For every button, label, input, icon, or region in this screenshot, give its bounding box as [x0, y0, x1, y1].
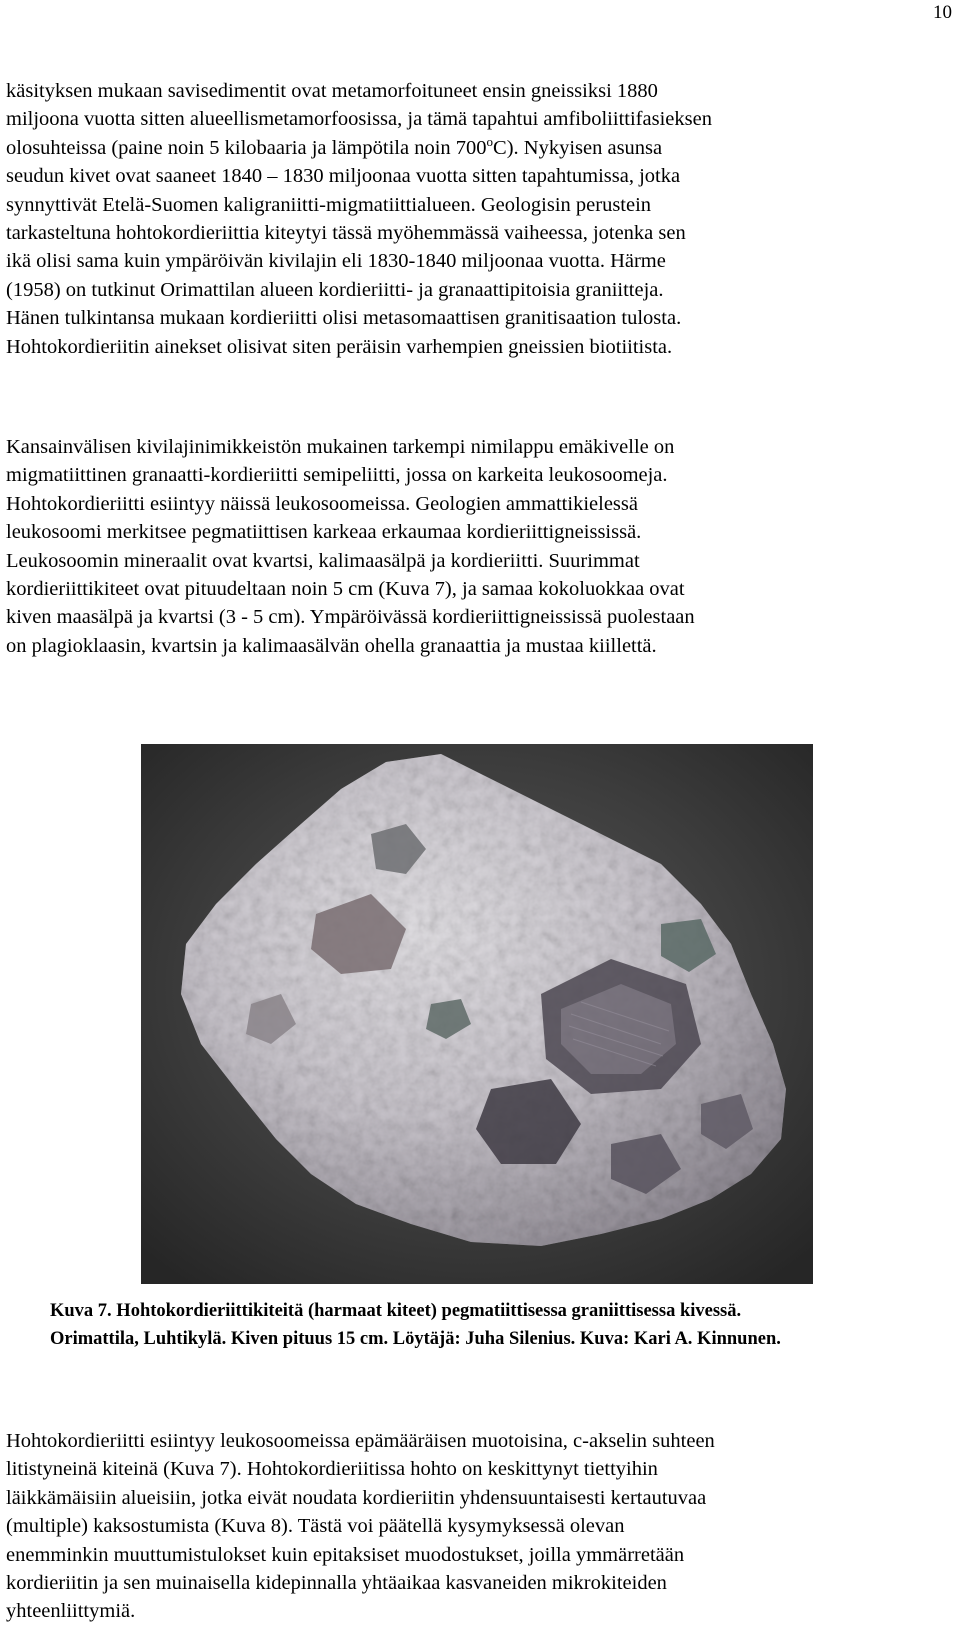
text-line: yhteenliittymiä.	[6, 1600, 136, 1623]
text-line: läikkämäisiin alueisiin, jotka eivät noudata kordieriitin yhdensuuntaisesti kertautuvaa	[6, 1486, 707, 1509]
caption-line: Kuva 7. Hohtokordieriittikiteitä (harmaat kiteet) pegmatiittisessa graniittisessa kivessä.	[50, 1301, 742, 1321]
text-line: Hänen tulkintansa mukaan kordieriitti olisi metasomaattisen granitisaation tulosta.	[6, 307, 682, 330]
body-paragraph-2	[6, 433, 956, 660]
text-line: miljoona vuotta sitten alueellismetamorfoosissa, ja tämä tapahtui amfiboliittifasieksen	[6, 108, 712, 131]
text-line: kiven maasälpä ja kvartsi (3 - 5 cm). Ympäröivässä kordieriittigneississä puolestaan	[6, 606, 695, 629]
page-number: 10	[933, 2, 952, 23]
text-line: kordieriitin ja sen muinaisella kidepinnalla yhtäaikaa kasvaneiden mikrokiteiden	[6, 1572, 667, 1595]
text-line: synnyttivät Etelä-Suomen kaligraniitti-migmatiittialueen. Geologisin perustein	[6, 193, 652, 216]
text-line: käsityksen mukaan savisedimentit ovat metamorfoituneet ensin gneissiksi 1880	[6, 80, 658, 102]
body-paragraph-1	[6, 77, 956, 361]
text-line: leukosoomi merkitsee pegmatiittisen karkeaa erkaumaa kordieriittigneississä.	[6, 521, 642, 544]
caption-line: Orimattila, Luhtikylä. Kiven pituus 15 cm. Löytäjä: Juha Silenius. Kuva: Kari A. Kinnunen.	[50, 1329, 781, 1349]
text-line: kordieriittikiteet ovat pituudeltaan noin 5 cm (Kuva 7), ja samaa kokoluokkaa ovat	[6, 578, 685, 601]
text-line	[6, 134, 956, 162]
text-line: tarkasteltuna hohtokordieriittia kiteytyi tässä myöhemmässä vaiheessa, jotenka sen	[6, 222, 686, 245]
text-line: on plagioklaasin, kvartsin ja kalimaasälvän ohella granaattia ja mustaa kiillettä.	[6, 634, 657, 657]
text-line-part: C). Nykyisen asunsa	[493, 136, 663, 159]
text-line: enemminkin muuttumistulokset kuin epitaksiset muodostukset, joilla ymmärretään	[6, 1543, 685, 1566]
rock-specimen-photo	[141, 744, 813, 1284]
text-line-part: olosuhteissa (paine noin 5 kilobaaria ja lämpötila noin 700	[6, 136, 487, 159]
text-line: Kansainvälisen kivilajinimikkeistön mukainen tarkempi nimilappu emäkivelle on	[6, 436, 675, 458]
text-line: migmatiittinen granaatti-kordieriitti semipeliitti, jossa on karkeita leukosoomeja.	[6, 464, 668, 487]
rock-specimen-illustration	[141, 744, 813, 1284]
text-line: Hohtokordieriitin ainekset olisivat siten peräisin varhempien gneissien biotiitista.	[6, 335, 673, 358]
text-line: (1958) on tutkinut Orimattilan alueen kordieriitti- ja granaattipitoisia graniitteja.	[6, 278, 664, 301]
text-line: Leukosoomin mineraalit ovat kvartsi, kalimaasälpä ja kordieriitti. Suurimmat	[6, 549, 640, 572]
body-paragraph-3	[6, 1427, 956, 1626]
text-line: Hohtokordieriitti esiintyy näissä leukosoomeissa. Geologien ammattikielessä	[6, 492, 638, 515]
text-line: litistyneinä kiteinä (Kuva 7). Hohtokordieriitissa hohto on keskittynyt tiettyihin	[6, 1458, 658, 1481]
text-line: ikä olisi sama kuin ympäröivän kivilajin eli 1830-1840 miljoonaa vuotta. Härme	[6, 250, 666, 273]
text-line: Hohtokordieriitti esiintyy leukosoomeissa epämääräisen muotoisina, c-akselin suhteen	[6, 1430, 715, 1452]
text-line: seudun kivet ovat saaneet 1840 – 1830 miljoonaa vuotta sitten tapahtumissa, jotka	[6, 165, 681, 188]
degree-superscript: o	[486, 133, 494, 149]
figure-caption	[50, 1297, 930, 1353]
text-line: (multiple) kaksostumista (Kuva 8). Tästä voi päätellä kysymyksessä olevan	[6, 1515, 625, 1538]
